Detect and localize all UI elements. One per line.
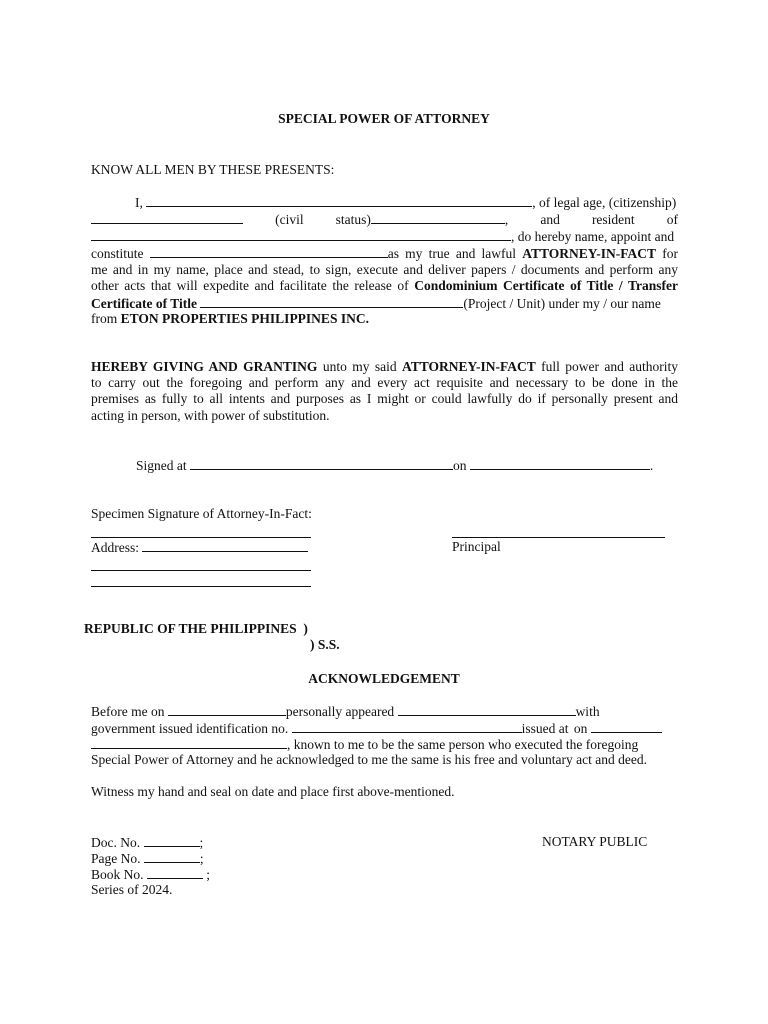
p1-line-8 [91, 311, 678, 328]
p1-status: status) [335, 212, 371, 227]
signed-line [136, 457, 653, 475]
ack-gov-id: government issued identification no. [91, 721, 289, 736]
p2-line-2: to carry out the foregoing and perform any and every act requisite and necessary to be done in the [91, 375, 678, 390]
p1-line-5: me and in my name, place and stead, to sign, execute and deliver papers / documents and perform any [91, 262, 678, 277]
p1-resident: resident [591, 212, 635, 227]
p2-line-3: premises as fully to all intents and purposes as I might or could lawfully do if personally present and [91, 391, 678, 406]
p1-line-2 [91, 211, 678, 229]
cert-title-blank [200, 295, 463, 308]
civil-status-blank [371, 211, 505, 224]
book-no-line [91, 866, 210, 884]
book-no-semi: ; [206, 867, 211, 882]
p1-line-4 [91, 245, 678, 263]
page-no-line [91, 850, 204, 868]
specimen-label: Specimen Signature of Attorney-In-Fact: [91, 506, 312, 521]
ack-on: on [573, 721, 588, 736]
ack-line-4: Special Power of Attorney and he acknowledged to me the same is his free and voluntary act and deed. [91, 752, 647, 767]
signed-on-label: on [453, 458, 467, 473]
republic-label: REPUBLIC OF THE PHILIPPINES [84, 621, 297, 636]
address-blank-3 [91, 586, 311, 587]
p1-i: I, [135, 195, 143, 210]
p2-line-1 [91, 359, 678, 376]
witness-text: Witness my hand and seal on date and place first above-mentioned. [91, 784, 455, 799]
document-title: SPECIAL POWER OF ATTORNEY [278, 111, 490, 126]
p1-do-hereby: , do hereby name, appoint and [511, 229, 675, 244]
p2-hereby: HEREBY GIVING AND GRANTING [91, 359, 318, 374]
ack-line-3 [91, 736, 678, 754]
ack-person-blank [398, 703, 576, 716]
ss-label: ) S.S. [310, 637, 340, 652]
p1-attorney-in-fact: ATTORNEY-IN-FACT [522, 246, 657, 261]
p1-project: (Project / Unit) under my / our name [463, 296, 661, 311]
p1-line-6 [91, 278, 678, 295]
specimen-signature-line [91, 537, 311, 538]
p1-of: of [666, 212, 679, 227]
ack-line-1 [91, 703, 678, 721]
p1-line6a: other acts that will expedite and facilitate the release of [91, 278, 409, 293]
principal-label: Principal [452, 539, 501, 554]
ack-before: Before me on [91, 704, 165, 719]
p1-line-3 [91, 228, 678, 246]
p1-legal-age: , of legal age, (citizenship) [532, 195, 677, 210]
principal-signature-line [452, 537, 665, 538]
doc-no-semi: ; [199, 835, 204, 850]
attorney-name-blank [150, 245, 388, 258]
page-no-semi: ; [199, 851, 204, 866]
address-label: Address: [91, 540, 139, 555]
ack-date-blank [168, 703, 286, 716]
doc-no-blank [144, 834, 200, 847]
p2-attorney: ATTORNEY-IN-FACT [401, 359, 536, 374]
address-blank [91, 228, 511, 241]
p2-line-4: acting in person, with power of substitution. [91, 408, 330, 423]
address-blank-2 [91, 570, 311, 571]
ack-name-blank [91, 736, 287, 749]
p2-full: full power and authority [541, 359, 679, 374]
p1-company: ETON PROPERTIES PHILIPPINES INC. [120, 311, 369, 326]
p1-line6b: Condominium Certificate of Title / Transfer [414, 278, 678, 293]
notary-public-label: NOTARY PUBLIC [542, 834, 648, 849]
p1-from: from [91, 311, 118, 326]
p1-line-7 [91, 295, 678, 313]
p1-line-1 [91, 194, 678, 212]
address-blank-1 [142, 539, 308, 552]
republic-paren: ) [303, 621, 308, 636]
book-no-label: Book No. [91, 867, 144, 882]
p1-constitute: constitute [91, 246, 144, 261]
p1-civil: (civil [275, 212, 304, 227]
p1-for: for [662, 246, 679, 261]
doc-no-line [91, 834, 203, 852]
p2-unto: unto my said [322, 359, 397, 374]
ack-with: with [575, 704, 600, 719]
acknowledgement-title: ACKNOWLEDGEMENT [308, 671, 460, 686]
ack-line-2 [91, 720, 678, 738]
ack-issued-at: issued at [521, 721, 569, 736]
ack-issued-date-blank [591, 720, 662, 733]
series-text: Series of 2024. [91, 882, 173, 897]
doc-no-label: Doc. No. [91, 835, 141, 850]
signed-at-label: Signed at [136, 458, 187, 473]
ack-id-blank [292, 720, 522, 733]
ack-known: , known to me to be the same person who executed the foregoing [287, 737, 639, 752]
citizenship-blank [91, 211, 243, 224]
intro-text: KNOW ALL MEN BY THESE PRESENTS: [91, 162, 335, 177]
page-no-blank [144, 850, 200, 863]
p1-and: and [540, 212, 560, 227]
p1-as-my: as my true and lawful [387, 246, 517, 261]
republic-line [84, 621, 308, 638]
signed-date-blank [470, 457, 650, 470]
ack-personally: personally appeared [285, 704, 395, 719]
page-no-label: Page No. [91, 851, 141, 866]
signed-place-blank [190, 457, 453, 470]
name-blank [146, 194, 532, 207]
p1-comma: , [504, 212, 509, 227]
book-no-blank [147, 866, 203, 879]
address-line [91, 539, 308, 557]
p1-cert: Certificate of Title [91, 296, 197, 311]
signed-period: . [649, 458, 654, 473]
